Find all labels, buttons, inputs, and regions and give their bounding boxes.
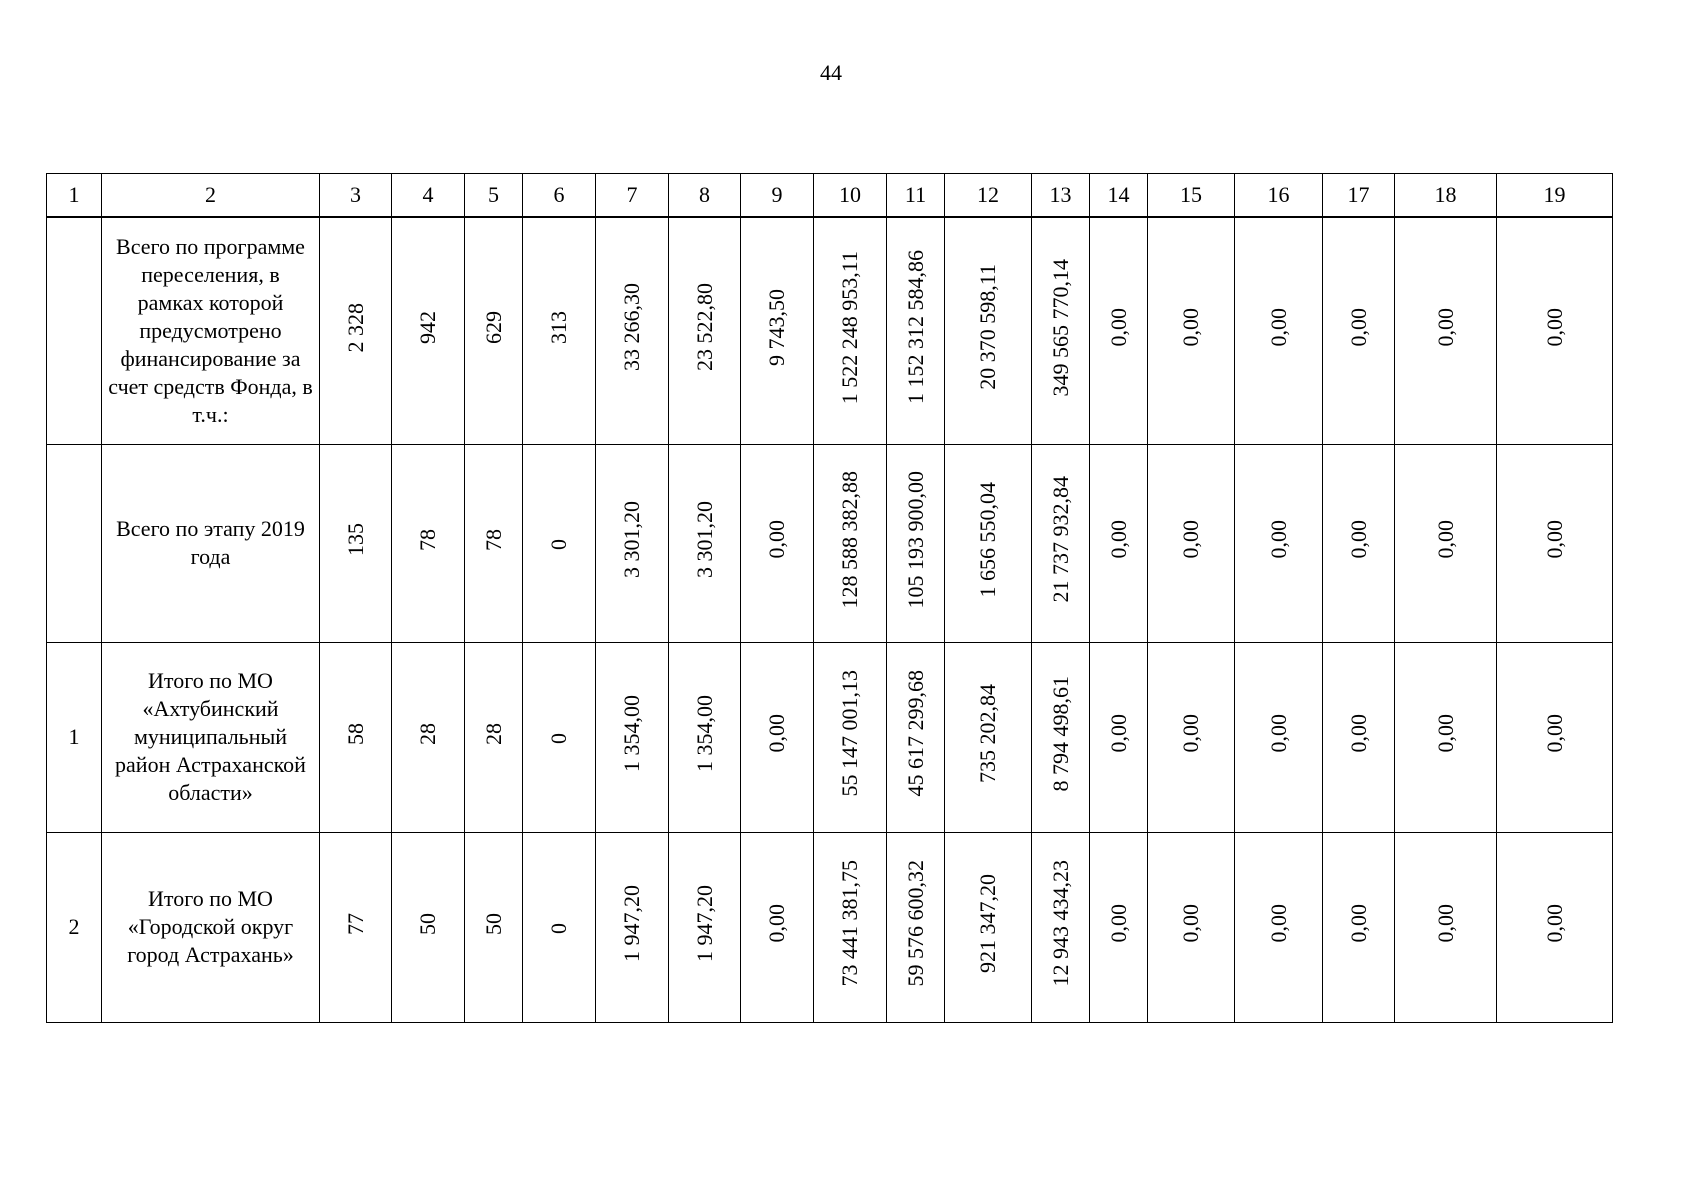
column-number-header-row — [47, 174, 1613, 218]
value-cell — [1395, 642, 1497, 832]
value-cell — [523, 444, 596, 642]
value-cell — [1148, 832, 1235, 1022]
value-text: 0 — [546, 923, 571, 934]
value-cell — [320, 642, 392, 832]
value-text: 59 576 600,32 — [902, 860, 928, 987]
value-text: 0,00 — [1345, 714, 1371, 753]
value-cell — [887, 217, 945, 444]
column-number-header: 2 — [102, 174, 320, 218]
column-number-header: 16 — [1235, 174, 1323, 218]
column-number-header: 11 — [887, 174, 945, 218]
value-cell — [465, 642, 523, 832]
value-cell — [1395, 444, 1497, 642]
value-cell — [1497, 832, 1613, 1022]
value-text: 9 743,50 — [764, 288, 789, 366]
value-text: 0,00 — [1432, 714, 1458, 753]
value-text: 50 — [415, 912, 440, 935]
value-cell — [392, 444, 465, 642]
value-text: 23 522,80 — [691, 283, 717, 372]
value-cell — [814, 832, 887, 1022]
row-name-cell: Всего по этапу 2019 года — [102, 444, 320, 642]
value-cell — [887, 444, 945, 642]
column-number-header: 19 — [1497, 174, 1613, 218]
value-text: 0,00 — [1265, 904, 1291, 943]
value-cell — [945, 832, 1032, 1022]
table-row — [47, 642, 1613, 832]
value-cell — [814, 217, 887, 444]
value-text: 921 347,20 — [975, 874, 1000, 973]
value-cell — [741, 444, 814, 642]
value-cell — [1235, 642, 1323, 832]
value-cell — [1323, 832, 1395, 1022]
row-name-cell: Итого по МО «Городской округ город Астрахань» — [102, 832, 320, 1022]
value-cell — [1395, 832, 1497, 1022]
value-text: 0,00 — [1541, 308, 1567, 347]
value-text: 55 147 001,13 — [837, 670, 862, 797]
value-cell — [320, 217, 392, 444]
value-cell — [945, 642, 1032, 832]
value-text: 629 — [480, 310, 506, 344]
value-text: 1 354,00 — [691, 695, 717, 772]
value-cell — [1323, 642, 1395, 832]
column-number-header: 8 — [669, 174, 741, 218]
table-row — [47, 832, 1613, 1022]
value-cell — [1497, 444, 1613, 642]
value-cell — [741, 832, 814, 1022]
value-cell — [320, 444, 392, 642]
value-text: 128 588 382,88 — [837, 470, 862, 609]
value-text: 0,00 — [1541, 520, 1567, 559]
value-text: 20 370 598,11 — [975, 264, 1000, 391]
value-cell — [465, 832, 523, 1022]
value-cell — [669, 217, 741, 444]
value-cell — [945, 217, 1032, 444]
value-text: 78 — [415, 528, 440, 551]
value-text: 2 328 — [342, 302, 368, 352]
value-cell — [523, 832, 596, 1022]
value-text: 735 202,84 — [975, 684, 1000, 783]
column-number-header: 7 — [596, 174, 669, 218]
column-number-header: 13 — [1032, 174, 1090, 218]
value-cell — [669, 642, 741, 832]
value-cell — [1090, 642, 1148, 832]
value-text: 3 301,20 — [691, 501, 717, 578]
value-cell — [1148, 642, 1235, 832]
row-number-cell — [47, 444, 102, 642]
value-text: 0 — [546, 733, 571, 744]
value-text: 942 — [415, 310, 440, 344]
value-text: 8 794 498,61 — [1047, 675, 1073, 792]
column-number-header: 15 — [1148, 174, 1235, 218]
value-text: 0,00 — [1105, 714, 1131, 753]
value-text: 1 947,20 — [619, 885, 644, 962]
value-text: 1 152 312 584,86 — [902, 250, 928, 405]
value-cell — [596, 642, 669, 832]
value-text: 0,00 — [1345, 904, 1371, 943]
row-name-cell: Итого по МО «Ахтубинский муниципальный район Астраханской области» — [102, 642, 320, 832]
value-text: 0,00 — [1541, 904, 1567, 943]
row-number-cell: 1 — [47, 642, 102, 832]
value-cell — [1090, 444, 1148, 642]
value-text: 0,00 — [1178, 520, 1203, 559]
column-number-header: 6 — [523, 174, 596, 218]
column-number-header: 5 — [465, 174, 523, 218]
value-cell — [1090, 217, 1148, 444]
value-cell — [596, 217, 669, 444]
value-text: 313 — [546, 310, 571, 344]
value-cell — [1032, 217, 1090, 444]
value-text: 0,00 — [1432, 308, 1458, 347]
value-text: 0 — [546, 539, 571, 550]
value-text: 0,00 — [1432, 904, 1458, 943]
value-text: 0,00 — [1105, 308, 1131, 347]
value-text: 0,00 — [1178, 904, 1203, 943]
value-cell — [1235, 217, 1323, 444]
column-number-header: 9 — [741, 174, 814, 218]
value-cell — [1032, 444, 1090, 642]
value-text: 0,00 — [1265, 714, 1291, 753]
value-cell — [392, 832, 465, 1022]
value-text: 1 522 248 953,11 — [837, 250, 862, 404]
value-cell — [741, 642, 814, 832]
value-cell — [669, 444, 741, 642]
value-text: 50 — [480, 912, 506, 935]
value-text: 0,00 — [1178, 714, 1203, 753]
value-text: 0,00 — [764, 714, 789, 753]
value-cell — [596, 444, 669, 642]
value-text: 0,00 — [1345, 520, 1371, 559]
value-text: 0,00 — [1432, 520, 1458, 559]
column-number-header: 10 — [814, 174, 887, 218]
value-cell — [814, 642, 887, 832]
value-cell — [741, 217, 814, 444]
value-cell — [814, 444, 887, 642]
value-cell — [1323, 217, 1395, 444]
table-row — [47, 217, 1613, 444]
value-text: 1 947,20 — [691, 885, 717, 962]
value-text: 0,00 — [1541, 714, 1567, 753]
value-text: 3 301,20 — [619, 501, 644, 578]
value-text: 0,00 — [1345, 308, 1371, 347]
value-text: 0,00 — [1105, 520, 1131, 559]
value-cell — [669, 832, 741, 1022]
value-cell — [523, 642, 596, 832]
value-cell — [1323, 444, 1395, 642]
column-number-header: 18 — [1395, 174, 1497, 218]
value-text: 45 617 299,68 — [902, 670, 928, 797]
value-cell — [1235, 832, 1323, 1022]
value-cell — [945, 444, 1032, 642]
column-number-header: 12 — [945, 174, 1032, 218]
value-cell — [1497, 642, 1613, 832]
value-cell — [392, 642, 465, 832]
column-number-header: 1 — [47, 174, 102, 218]
column-number-header: 3 — [320, 174, 392, 218]
value-text: 21 737 932,84 — [1047, 476, 1073, 603]
value-text: 28 — [480, 722, 506, 745]
row-number-cell: 2 — [47, 832, 102, 1022]
row-number-cell — [47, 217, 102, 444]
value-text: 0,00 — [1265, 520, 1291, 559]
value-cell — [465, 444, 523, 642]
value-text: 77 — [342, 912, 368, 935]
value-cell — [320, 832, 392, 1022]
value-text: 349 565 770,14 — [1047, 258, 1073, 396]
value-cell — [1148, 217, 1235, 444]
value-cell — [523, 217, 596, 444]
value-cell — [887, 642, 945, 832]
value-cell — [1032, 642, 1090, 832]
value-cell — [392, 217, 465, 444]
value-cell — [1497, 217, 1613, 444]
row-name-cell: Всего по программе переселения, в рамках которой предусмотрено финансирование за счет средств Фонда, в т.ч.: — [102, 217, 320, 444]
value-text: 0,00 — [764, 904, 789, 943]
value-text: 78 — [480, 528, 506, 551]
resettlement-program-table — [46, 173, 1613, 1023]
value-cell — [1090, 832, 1148, 1022]
page-number: 44 — [820, 60, 842, 85]
value-text: 1 354,00 — [619, 695, 644, 772]
value-text: 58 — [342, 722, 368, 745]
value-text: 12 943 434,23 — [1047, 860, 1073, 987]
value-cell — [596, 832, 669, 1022]
value-text: 0,00 — [1178, 308, 1203, 347]
value-text: 0,00 — [1265, 308, 1291, 347]
column-number-header: 4 — [392, 174, 465, 218]
value-cell — [465, 217, 523, 444]
column-number-header: 17 — [1323, 174, 1395, 218]
value-text: 105 193 900,00 — [902, 470, 928, 609]
value-text: 1 656 550,04 — [975, 481, 1000, 598]
table-row — [47, 444, 1613, 642]
value-text: 0,00 — [764, 520, 789, 559]
value-cell — [1032, 832, 1090, 1022]
value-cell — [887, 832, 945, 1022]
column-number-header: 14 — [1090, 174, 1148, 218]
value-text: 28 — [415, 722, 440, 745]
value-text: 0,00 — [1105, 904, 1131, 943]
value-cell — [1235, 444, 1323, 642]
value-text: 73 441 381,75 — [837, 860, 862, 987]
value-text: 135 — [342, 523, 368, 556]
value-text: 33 266,30 — [619, 283, 644, 372]
value-cell — [1395, 217, 1497, 444]
value-cell — [1148, 444, 1235, 642]
